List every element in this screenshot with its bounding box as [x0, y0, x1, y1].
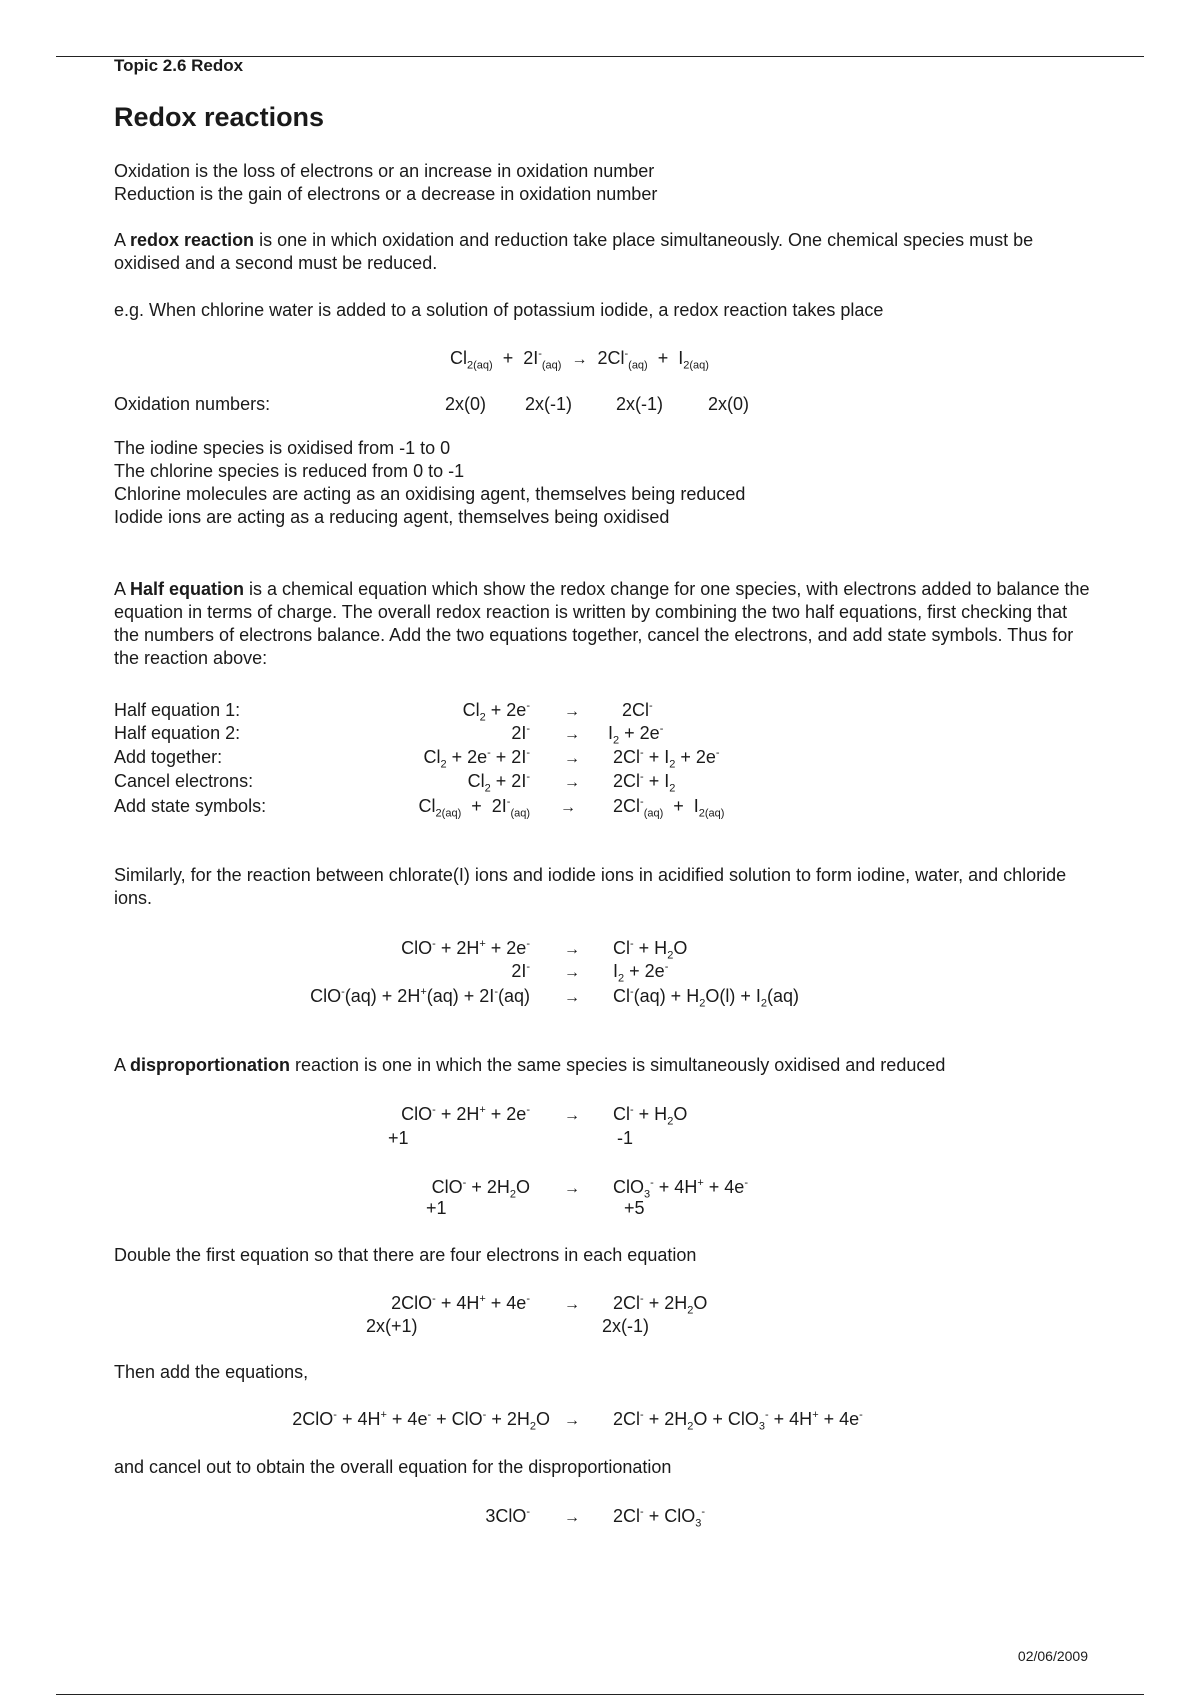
arrow-icon: →	[564, 750, 580, 767]
ox-number-4: 2x(0)	[708, 394, 750, 414]
arrow-icon: →	[564, 1296, 580, 1313]
half-step-label: Add state symbols:	[114, 796, 267, 816]
half-equation-term: Half equation	[130, 579, 245, 599]
overall-lhs: ClO-(aq) + 2H+(aq) + 2I-(aq)	[310, 986, 530, 1006]
ox-state-label: -1	[617, 1128, 634, 1148]
arrow-icon: →	[564, 774, 580, 791]
iodide-half-lhs: 2I-	[511, 961, 530, 981]
definitions	[114, 160, 1084, 206]
combined-lhs: $2ClO^- + 4H^+ + 4e^- + ClO^- + 2H_2O$	[292, 1409, 550, 1433]
state-rhs: $2Cl^-_{(aq)} + I_{2(aq)}$	[613, 796, 725, 820]
arrow-icon: →	[564, 964, 580, 981]
conclusion-line: The chlorine species is reduced from 0 to -1	[114, 461, 465, 481]
half-eq2-rhs: $I_2 + 2e^-$	[608, 723, 664, 747]
arrow-icon: →	[564, 941, 580, 958]
add-together-rhs: $2Cl^- + I_2 + 2e^-$	[613, 747, 720, 771]
arrow-icon: →	[564, 1412, 580, 1429]
arrow-icon: →	[564, 989, 580, 1006]
arrow-icon: →	[564, 703, 580, 720]
redox-paragraph: A redox reaction is one in which oxidation and reduction take place simultaneously. One chemical species must be oxidised and a second must be reduced.	[114, 230, 1034, 273]
conclusion-line: Iodide ions are acting as a reducing agent, themselves being oxidised	[114, 507, 670, 527]
conclusions	[114, 437, 1084, 529]
example-intro: e.g. When chlorine water is added to a solution of potassium iodide, a redox reaction takes place	[114, 300, 884, 320]
ox-number-2: 2x(-1)	[525, 394, 573, 414]
iodide-half-rhs: $I_2 + 2e^-$	[613, 961, 669, 985]
add-together-lhs: $Cl_2 + 2e^- + 2I^-$	[423, 747, 530, 771]
cancel-rhs: $2Cl^- + I_2$	[613, 771, 676, 795]
disprop-reduction-lhs: ClO- + 2H+ + 2e-	[401, 1104, 530, 1124]
ox-state-label: +1	[426, 1198, 447, 1218]
oxidation-numbers-label: Oxidation numbers:	[114, 394, 271, 414]
half-step-label: Half equation 2:	[114, 723, 241, 743]
reduction-definition: Reduction is the gain of electrons or a decrease in oxidation number	[114, 184, 658, 204]
arrow-icon: →	[564, 1509, 580, 1526]
disprop-reduction-rhs: $Cl^- + H_2O$	[613, 1104, 688, 1128]
overall-disprop-lhs: 3ClO-	[485, 1506, 530, 1526]
conclusion-line: Chlorine molecules are acting as an oxidising agent, themselves being reduced	[114, 484, 746, 504]
overall-rhs: $Cl^-(aq) + H_2O(l) + I_2(aq)$	[613, 986, 799, 1010]
ox-state-label: 2x(+1)	[366, 1316, 418, 1336]
overall-disprop-rhs: 2Cl- + ClO$_3$-	[613, 1506, 705, 1530]
arrow-icon: →	[564, 726, 580, 743]
half-eq1-lhs: $Cl_2 + 2e^-$	[462, 700, 530, 724]
redox-term: redox reaction	[130, 230, 255, 250]
doubled-lhs: 2ClO- + 4H+ + 4e-	[391, 1293, 530, 1313]
similarly-paragraph: Similarly, for the reaction between chlorate(I) ions and iodide ions in acidified solution to form iodine, water, and chloride ions.	[114, 865, 1067, 908]
ox-number-1: 2x(0)	[445, 394, 487, 414]
half-equation-paragraph: A Half equation is a chemical equation which show the redox change for one species, with electrons added to balance the equation in terms of charge. The overall redox reaction is written by combining the two half equations, first checking that the numbers of electrons balance. Add the two equations together, cancel the electrons, and add state symbols. Thus for the reaction above:	[114, 579, 1090, 668]
state-lhs: $Cl_{2(aq)} + 2I^-_{(aq)}$	[418, 796, 530, 820]
conclusion-line: The iodine species is oxidised from -1 to 0	[114, 438, 451, 458]
arrow-icon: →	[564, 1107, 580, 1124]
bottom-rule	[56, 1694, 1144, 1695]
half-step-label: Add together:	[114, 747, 223, 767]
ox-state-label: +5	[624, 1198, 645, 1218]
doubled-rhs: $2Cl^- + 2H_2O$	[613, 1293, 708, 1317]
ox-state-label: 2x(-1)	[602, 1316, 650, 1336]
chlorine-iodide-equation: $Cl_{2(aq)} + 2I^-_{(aq)} \to 2Cl^-_{(aq)} + I_{2(aq)}$	[450, 348, 709, 372]
cancel-lhs: $Cl_2 + 2I^-$	[467, 771, 530, 795]
half-step-label: Cancel electrons:	[114, 771, 254, 791]
chlorate-half-rhs: $Cl^- + H_2O$	[613, 938, 688, 962]
ox-state-label: +1	[388, 1128, 409, 1148]
disprop-oxidation-lhs: $ClO^- + 2H_2O$	[431, 1177, 530, 1201]
arrow-icon: →	[560, 799, 576, 816]
half-step-label: Half equation 1:	[114, 700, 241, 720]
cancel-text: and cancel out to obtain the overall equation for the disproportionation	[114, 1457, 672, 1477]
disproportionation-paragraph: A disproportionation reaction is one in which the same species is simultaneously oxidised and reduced	[114, 1055, 946, 1075]
ox-number-3: 2x(-1)	[616, 394, 664, 414]
half-eq1-rhs: 2Cl-	[622, 700, 653, 720]
page-title: Redox reactions	[114, 102, 325, 132]
oxidation-definition: Oxidation is the loss of electrons or an increase in oxidation number	[114, 161, 655, 181]
arrow-icon: →	[564, 1180, 580, 1197]
combined-rhs: $2Cl^- + 2H_2O + ClO_3^- + 4H^+ + 4e^-$	[613, 1409, 863, 1433]
disproportionation-term: disproportionation	[130, 1055, 290, 1075]
footer-date: 02/06/2009	[1017, 1648, 1088, 1664]
double-text: Double the first equation so that there are four electrons in each equation	[114, 1245, 697, 1265]
header-topic: Topic 2.6 Redox	[114, 56, 244, 75]
half-eq2-lhs: 2I-	[511, 723, 530, 743]
chlorate-half-lhs: ClO- + 2H+ + 2e-	[401, 938, 530, 958]
then-add-text: Then add the equations,	[114, 1362, 309, 1382]
disprop-oxidation-rhs: ClO$_3$- + 4H+ + 4e-	[613, 1177, 748, 1201]
